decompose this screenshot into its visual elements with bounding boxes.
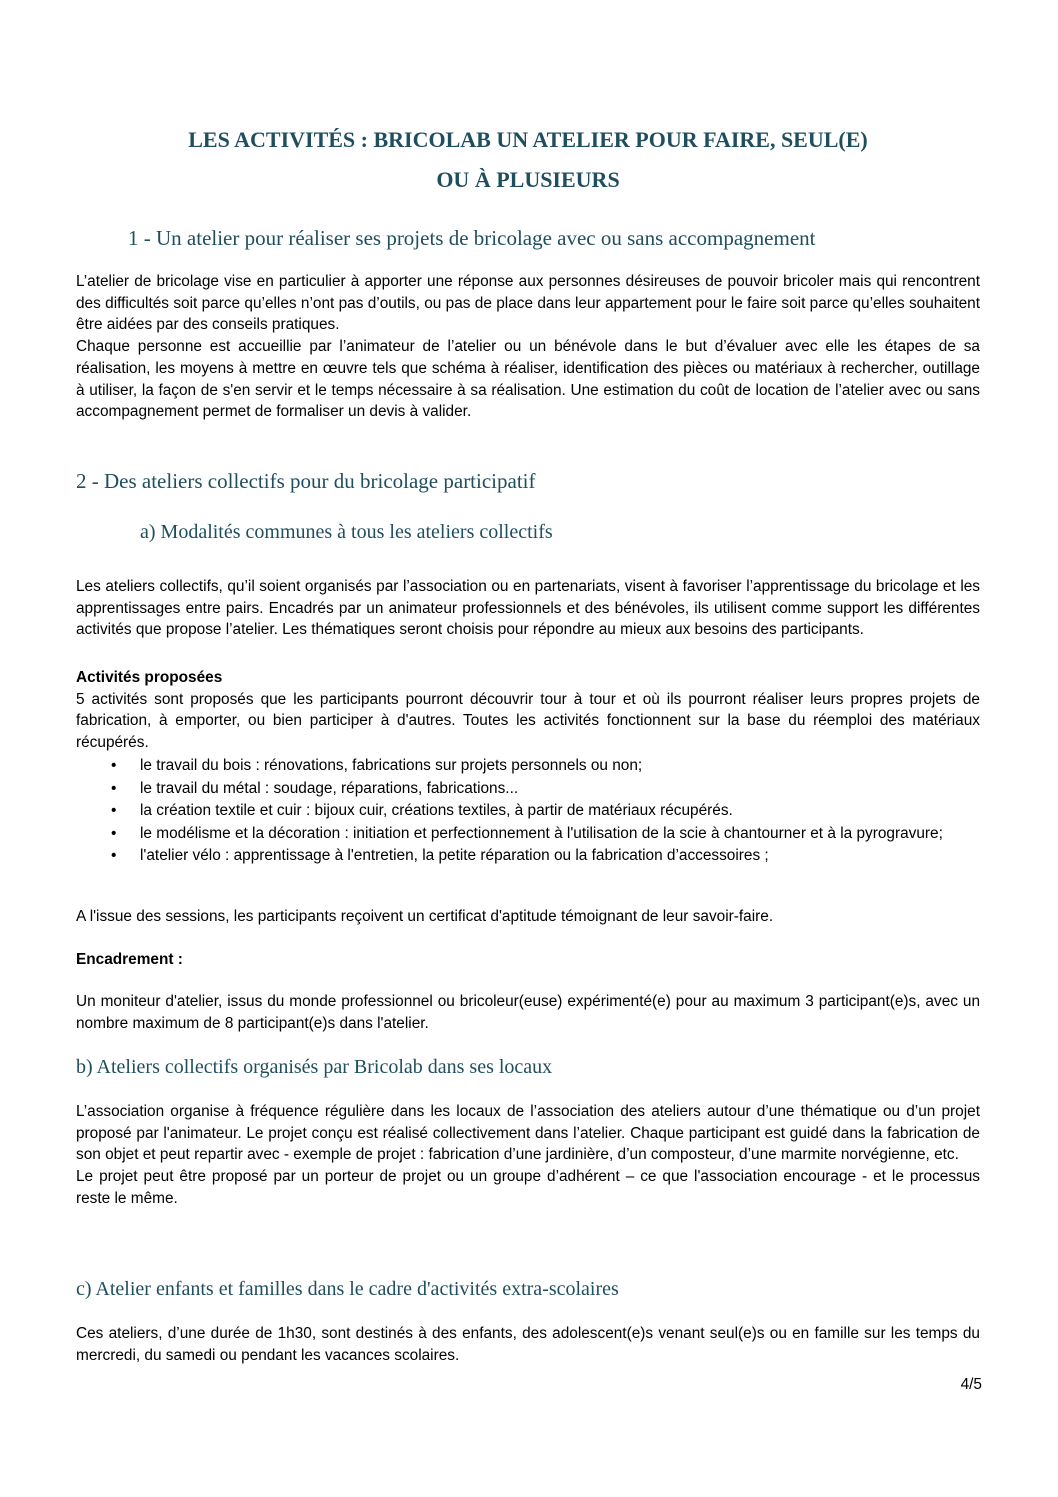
activities-label: Activités proposées xyxy=(76,669,223,686)
section-1-paragraph-1: L’atelier de bricolage vise en particulier à apporter une réponse aux personnes désireuses de pouvoir bricoler mais qui rencontrent des difficultés soit parce qu’elles n’ont pas d’outils, ou pas de place dans leur appartement pour le faire soit parce qu’elles souhaitent être aidées par des conseils pratiques. xyxy=(76,273,980,334)
list-item xyxy=(76,800,980,823)
list-item xyxy=(76,823,980,846)
activities-list xyxy=(76,755,980,868)
list-item xyxy=(76,778,980,801)
section-1-body xyxy=(76,271,980,423)
certificate-text: A l'issue des sessions, les participants reçoivent un certificat d'aptitude témoignant de leur savoir-faire. xyxy=(76,908,774,925)
activities-block xyxy=(76,667,980,754)
bullet-icon: • xyxy=(111,779,117,797)
subsection-b-paragraph-1: L’association organise à fréquence régulière dans les locaux de l’association des ateliers autour d’une thématique ou d’un projet proposé par l'animateur. Le projet conçu est réalisé collectivement dans l’atelier. Chaque participant est guidé dans la fabrication de son objet et peut repartir avec - exemple de projet : fabrication d’une jardinière, d’un composteur, d’une marmite norvégienne, etc. xyxy=(76,1103,980,1164)
list-item-text: le travail du bois : rénovations, fabrications sur projets personnels ou non; xyxy=(140,757,643,774)
bullet-icon: • xyxy=(111,847,117,865)
subsection-a-heading: a) Modalités communes à tous les ateliers collectifs xyxy=(140,521,553,543)
supervision-label: Encadrement : xyxy=(76,951,183,968)
subsection-c-text: Ces ateliers, d’une durée de 1h30, sont destinés à des enfants, des adolescent(e)s venant seul(e)s ou en famille sur les temps du mercredi, du samedi ou pendant les vacances scolaires. xyxy=(76,1325,980,1364)
list-item xyxy=(76,845,980,868)
page-title-line-2: OU À PLUSIEURS xyxy=(436,167,620,192)
subsection-a-intro: Les ateliers collectifs, qu’il soient organisés par l’association ou en partenariats, visent à favoriser l’apprentissage du bricolage et les apprentissages entre pairs. Encadrés par un animateur professionnels et des bénévoles, ils utilisent comme support les différentes activités que propose l’atelier. Les thématiques seront choisis pour répondre au mieux aux besoins des participants. xyxy=(76,578,980,639)
section-1-heading: 1 - Un atelier pour réaliser ses projets de bricolage avec ou sans accompagnement xyxy=(128,226,816,250)
activities-text: 5 activités sont proposés que les participants pourront découvrir tour à tour et où ils pourront réaliser leurs propres projets de fabrication, à emporter, ou bien participer à d'autres. Toutes les activités fonctionnent sur la base du réemploi des matériaux récupérés. xyxy=(76,690,980,752)
section-2-heading: 2 - Des ateliers collectifs pour du bricolage participatif xyxy=(76,469,536,493)
bullet-icon: • xyxy=(111,757,117,774)
section-1-paragraph-2: Chaque personne est accueillie par l’animateur de l’atelier ou un bénévole dans le but d’évaluer avec elle les étapes de sa réalisation, les moyens à mettre en œuvre tels que schéma à réaliser, identification des pièces ou matériaux à rechercher, outillage à utiliser, la façon de s'en servir et le temps nécessaire à sa réalisation. Une estimation du coût de location de l’atelier avec ou sans accompagnement permet de formaliser un devis à valider. xyxy=(76,338,980,421)
page-number: 4/5 xyxy=(960,1376,982,1393)
subsection-b-body xyxy=(76,1101,980,1210)
bullet-icon: • xyxy=(111,802,117,820)
subsection-b-heading: b) Ateliers collectifs organisés par Bricolab dans ses locaux xyxy=(76,1056,553,1078)
list-item-text: le travail du métal : soudage, réparations, fabrications... xyxy=(140,779,519,797)
list-item xyxy=(76,755,980,778)
bullet-icon: • xyxy=(111,824,117,842)
subsection-b-paragraph-2: Le projet peut être proposé par un porteur de projet ou un groupe d’adhérent – ce que l'association encourage - et le processus reste le même. xyxy=(76,1168,980,1207)
list-item-text: la création textile et cuir : bijoux cuir, créations textiles, à partir de matériaux récupérés. xyxy=(140,802,733,820)
supervision-text: Un moniteur d'atelier, issus du monde professionnel ou bricoleur(euse) expérimenté(e) pour au maximum 3 participant(e)s, avec un nombre maximum de 8 participant(e)s dans l'atelier. xyxy=(76,993,980,1032)
list-item-text: le modélisme et la décoration : initiation et perfectionnement à l'utilisation de la scie à chantourner et à la pyrogravure; xyxy=(140,824,943,842)
subsection-c-heading: c) Atelier enfants et familles dans le cadre d'activités extra-scolaires xyxy=(76,1278,619,1300)
list-item-text: l'atelier vélo : apprentissage à l'entretien, la petite réparation ou la fabrication d’accessoires ; xyxy=(140,847,769,865)
page-title-line-1: LES ACTIVITÉS : BRICOLAB UN ATELIER POUR FAIRE, SEUL(E) xyxy=(188,127,868,152)
